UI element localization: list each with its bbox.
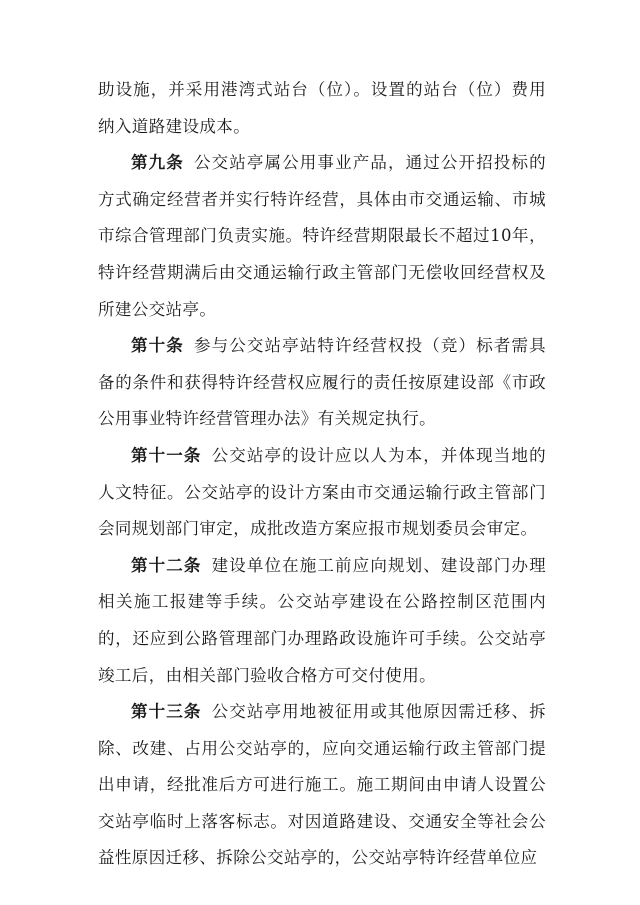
paragraph-text: 公交站亭的设计应以人为本，并体现当地的人文特征。公交站亭的设计方案由市交通运输行政主管部门会同规划部门审定，成批改造方案应报市规划委员会审定。 [98, 445, 546, 539]
paragraph-text: 建设单位在施工前应向规划、建设部门办理相关施工报建等手续。公交站亭建设在公路控制区范围内的，还应到公路管理部门办理路政设施许可手续。公交站亭竣工后，由相关部门验收合格方可交付使用。 [98, 555, 546, 685]
article-heading: 第十条 [131, 336, 184, 356]
article-heading: 第十三条 [131, 702, 202, 722]
paragraph-article-13 [98, 694, 546, 877]
article-heading: 第十一条 [131, 445, 202, 465]
paragraph-text: 公交站亭属公用事业产品，通过公开招投标的方式确定经营者并实行特许经营，具体由市交通运输、市城市综合管理部门负责实施。特许经营期限最长不超过10年，特许经营期满后由交通运输行政主管部门无偿收回经营权及所建公交站亭。 [98, 153, 547, 319]
paragraph-text: 公交站亭用地被征用或其他原因需迁移、拆除、改建、占用公交站亭的，应向交通运输行政主管部门提出申请，经批准后方可进行施工。施工期间由申请人设置公交站亭临时上落客标志。对因道路建设、交通安全等社会公益性原因迁移、拆除公交站亭的，公交站亭特许经营单位应 [98, 702, 546, 868]
paragraph-text: 助设施，并采用港湾式站台（位）。设置的站台（位）费用纳入道路建设成本。 [98, 80, 546, 136]
paragraph-article-10 [98, 328, 546, 438]
article-heading: 第十二条 [131, 555, 202, 575]
paragraph-article-11 [98, 438, 546, 548]
paragraph-text: 参与公交站亭站特许经营权投（竞）标者需具备的条件和获得特许经营权应履行的责任按原建设部《市政公用事业特许经营管理办法》有关规定执行。 [98, 336, 547, 429]
paragraph-article-12 [98, 548, 546, 694]
article-heading: 第九条 [131, 153, 184, 173]
paragraph-article-9 [98, 145, 546, 328]
document-body [98, 72, 546, 877]
paragraph-continuation [98, 72, 546, 145]
